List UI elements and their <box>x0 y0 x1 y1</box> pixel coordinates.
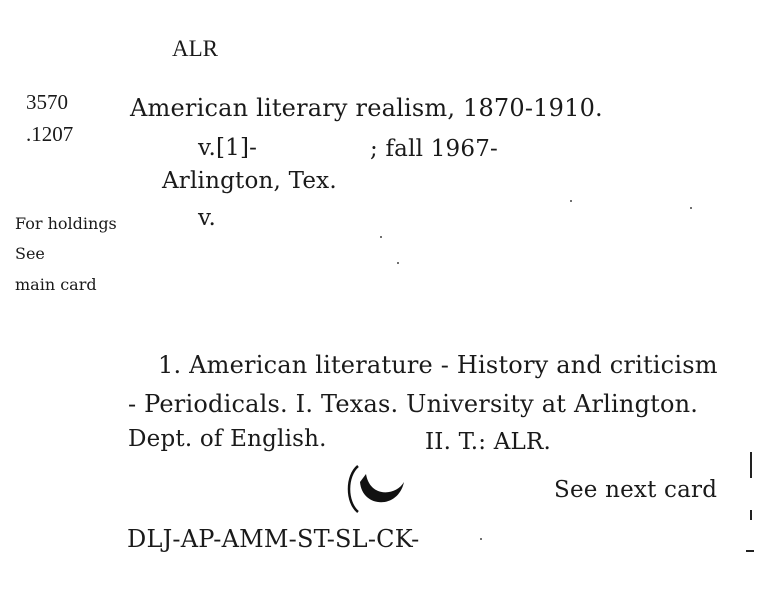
initials-line: DLJ-AP-AMM-ST-SL-CK- <box>127 525 420 553</box>
scan-speck <box>690 207 692 209</box>
side-note-line2: See <box>15 244 45 263</box>
side-note-line1: For holdings <box>15 214 117 233</box>
call-number-line2: .1207 <box>26 122 74 146</box>
tracing-line1: 1. American literature - History and criticism <box>158 351 718 379</box>
place-line: Arlington, Tex. <box>162 168 337 194</box>
holdings-line-left: v.[1]- <box>198 135 258 161</box>
scan-speck <box>570 200 572 202</box>
punch-hole-mark <box>344 460 412 518</box>
punch-hole-outer <box>349 466 358 512</box>
right-edge-mark-middle <box>750 510 752 520</box>
volume-line: v. <box>198 205 216 231</box>
tracing-line3-left: Dept. of English. <box>128 426 327 452</box>
right-edge-mark-lower <box>746 550 754 552</box>
punch-hole-crescent <box>360 474 404 502</box>
tracing-line3-right: II. T.: ALR. <box>425 429 552 455</box>
header-code: ALR <box>172 36 218 61</box>
scan-speck <box>397 262 399 264</box>
continuation-note: See next card <box>554 477 718 503</box>
holdings-line-right: ; fall 1967- <box>370 136 499 162</box>
scan-speck <box>380 236 382 238</box>
title-line: American literary realism, 1870-1910. <box>130 94 603 122</box>
tracing-line2: - Periodicals. I. Texas. University at Arlington. <box>128 390 699 418</box>
right-edge-mark-upper <box>750 452 752 478</box>
call-number-line1: 3570 <box>26 90 68 114</box>
side-note-line3: main card <box>15 275 97 294</box>
scan-speck <box>480 538 482 540</box>
